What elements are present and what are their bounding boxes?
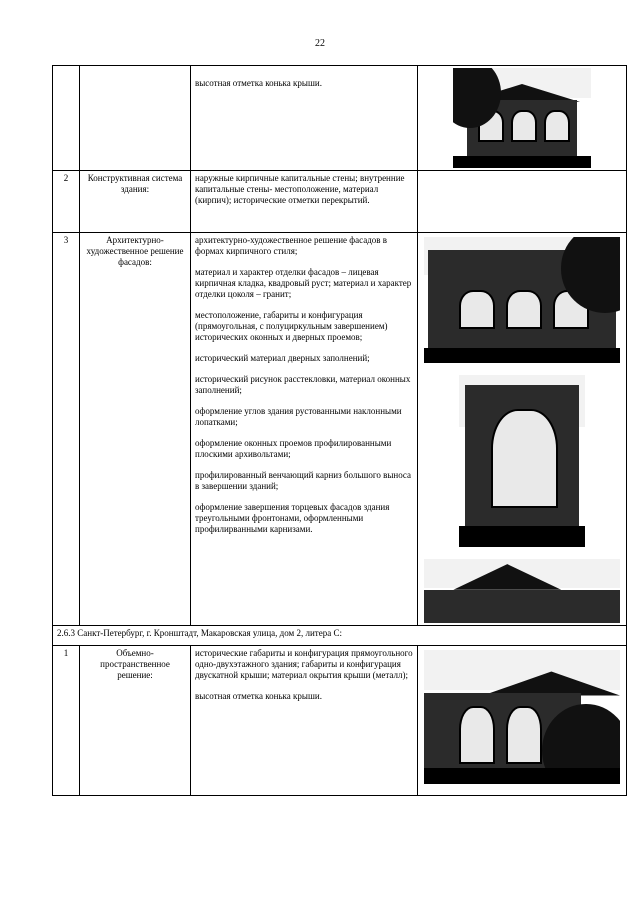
section-title: 2.6.3 Санкт-Петербург, г. Кронштадт, Макаровская улица, дом 2, литера С: <box>53 626 627 646</box>
building-corner-photo <box>424 650 620 784</box>
description-paragraph: высотная отметка конька крыши. <box>195 691 322 701</box>
row-category <box>80 66 191 171</box>
table-row <box>53 233 627 626</box>
row-description <box>191 66 418 171</box>
table-row <box>53 66 627 171</box>
protection-table <box>52 65 627 796</box>
description-paragraph: исторический материал дверных заполнений; <box>195 353 370 363</box>
page-number: 22 <box>315 38 325 49</box>
table-row <box>53 171 627 233</box>
row-description <box>191 233 418 626</box>
gable-roof-photo <box>424 559 620 623</box>
description-paragraph: архитектурно-художественное решение фасадов в формах кирпичного стиля; <box>195 235 388 256</box>
row-number: 1 <box>53 646 80 796</box>
description-paragraph: исторический рисунок расстекловки, материал оконных заполнений; <box>195 374 411 395</box>
photo-cell <box>418 66 627 171</box>
description-paragraph: профилированный венчающий карниз большого выноса в завершении зданий; <box>195 470 412 491</box>
row-number: 3 <box>53 233 80 626</box>
description-line: высотная отметка конька крыши. <box>195 78 322 88</box>
row-description <box>191 646 418 796</box>
facade-scaffolding-photo <box>424 237 620 363</box>
description-paragraph: исторические габариты и конфигурация прямоугольного одно-двухэтажного здания; габариты и конфигурация двускатной крыши; материал окрытия крыши (металл); <box>195 648 413 680</box>
row-category: Архитектурно-художественное решение фасадов: <box>80 233 191 626</box>
row-description <box>191 171 418 233</box>
description-paragraph: материал и характер отделки фасадов – лицевая кирпичная кладка, квадровый руст; материал и характер отделки цоколя – гранит; <box>195 267 412 299</box>
section-header-row <box>53 626 627 646</box>
description-paragraph: оформление оконных проемов профилированными плоскими архивольтами; <box>195 438 392 459</box>
description-paragraph: оформление завершения торцевых фасадов здания треугольными фронтонами, оформленными профилирванными карнизами. <box>195 502 390 534</box>
table-row <box>53 646 627 796</box>
photo-cell <box>418 171 627 233</box>
description-line: наружные кирпичные капитальные стены; внутренние капитальные стены- местоположение, материал (кирпич); исторические отметки перекрытий. <box>195 173 405 205</box>
photo-cell <box>418 646 627 796</box>
row-category: Объемно-пространственное решение: <box>80 646 191 796</box>
row-number <box>53 66 80 171</box>
arched-window-photo <box>459 375 585 547</box>
photo-cell <box>418 233 627 626</box>
row-category: Конструктивная система здания: <box>80 171 191 233</box>
house-photo <box>453 68 591 168</box>
description-paragraph: оформление углов здания рустованными наклонными лопатками; <box>195 406 402 427</box>
description-paragraph: местоположение, габариты и конфигурация (прямоугольная, с полуциркульным завершением) исторических оконных и дверных проемов; <box>195 310 388 342</box>
row-number: 2 <box>53 171 80 233</box>
